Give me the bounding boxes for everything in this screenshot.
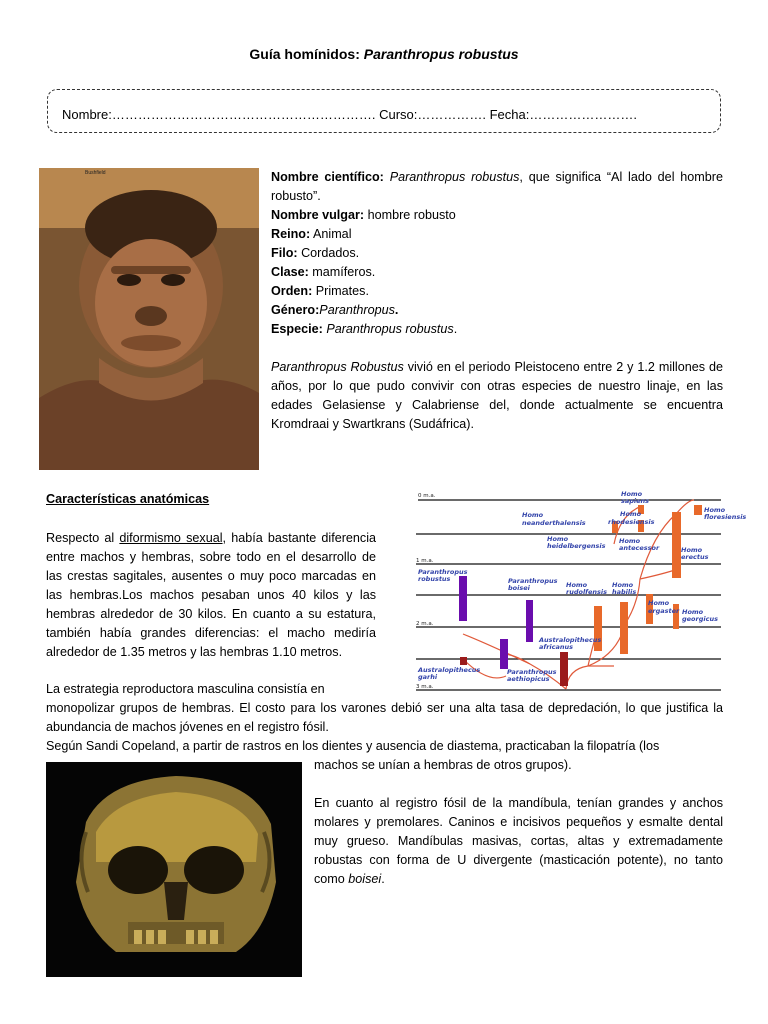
svg-text:Bushfield: Bushfield (85, 170, 106, 176)
title-species: Paranthropus robustus (363, 46, 519, 62)
student-info-line: Nombre:……………………………………………………. Curso:……………. Fecha:……………………. (62, 107, 637, 122)
svg-text:Homogeorgicus: Homo georgicus (682, 608, 718, 623)
copeland-continuation: machos se unían a hembras de otros grupos). (314, 758, 572, 772)
species-info: Nombre científico: Paranthropus robustus, que significa “Al lado del hombre robusto”. Nombre vulgar: hombre robusto Reino: Animal Filo: Cordados. Clase: mamíferos. Orden: Primates. Género:Paranthropus. Especie: Paranthropus robustus. (271, 170, 723, 336)
bar-habilis (620, 602, 628, 654)
bar-erectus (672, 512, 681, 578)
axis-label-0: 0 m.a. (418, 493, 436, 499)
hominid-phylogeny-diagram (388, 484, 768, 696)
svg-text:Homoergaster: Homo ergaster (648, 599, 680, 615)
svg-text:Homoerectus: Homo erectus (681, 546, 709, 561)
page-title: Guía homínidos: Paranthropus robustus (249, 46, 519, 62)
svg-text:Homosapiens: Homo sapiens (621, 490, 650, 505)
svg-text:Australopithecusgarhi: Australopithecus garhi (418, 666, 481, 681)
svg-text:Homoneanderthalensis: Homo neanderthalensis (522, 511, 586, 527)
bar-floresiensis (694, 505, 702, 515)
section-heading: Características anatómicas (46, 492, 210, 506)
axis-label-2: 2 m.a. (416, 621, 434, 627)
dimorphism-paragraph: Respecto al diformismo sexual, había bastante diferencia entre machos y hembras, sobre todo en el desarrollo de las crestas sagitales, ausentes o muy poco marcadas en las hembras.Los machos pesaban unos 40 kilos y las hembras alrededor de 30 kilos. En cuanto a su estatura, también había grandes diferencias: el macho mediría alrededor de 1.35 metros y las hembras 1.10 metros. (46, 531, 376, 659)
svg-text:Homorudolfensis: Homo rudolfensis (566, 581, 608, 596)
svg-text:Homo: Homo (620, 510, 642, 518)
paranthropus-reconstruction-image (39, 168, 259, 470)
dimorphism-link[interactable]: diformismo sexual (119, 531, 223, 545)
bar-garhi (460, 657, 467, 665)
svg-text:Homofloresiensis: Homo floresiensis (704, 506, 747, 521)
bar-africanus (560, 652, 568, 686)
period-paragraph: Paranthropus Robustus vivió en el periodo Pleistoceno entre 2 y 1.2 millones de años, por lo que pudo convivir con otras especies de nuestro linaje, en las edades Gelasiense y Calabriense del, donde actualmente se encuentra Kromdraai y Swartkrans (Sudáfrica). (271, 360, 723, 431)
axis-label-1: 1 m.a. (416, 558, 434, 564)
bar-boisei (526, 600, 533, 642)
bar-rudolfensis (594, 606, 602, 651)
svg-text:Paranthropusboisei: Paranthropus boisei (508, 577, 558, 592)
skull-fossil-image (46, 762, 302, 977)
bar-robustus (459, 576, 467, 621)
svg-text:rhodesiensis: rhodesiensis (608, 518, 655, 526)
svg-text:Homohabilis: Homo habilis (612, 581, 637, 596)
fossil-paragraph: En cuanto al registro fósil de la mandíbula, tenían grandes y anchos molares y premolares. Caninos e incisivos pequeños y esmalte dental muy grueso. Mandíbulas masivas, cortas, altas y extremadamente robustas con forma de U divergente (masticación potente), no tanto como boisei. (314, 796, 723, 886)
svg-text:Paranthropusaethiopicus: Paranthropus aethiopicus (507, 668, 557, 683)
strategy-paragraph: La estrategia reproductora masculina consistía en monopolizar grupos de hembras. El costo para los varones debió ser una alta tasa de depredación, lo que justifica la abundancia de machos jóvenes en el registro fósil. Según Sandi Copeland, a partir de rastros en los dientes y ausencia de diastema, practicaban la filopatría (los (46, 682, 723, 753)
svg-text:Paranthropusrobustus: Paranthropus robustus (418, 568, 468, 583)
svg-text:Australopithecusafricanus: Australopithecus africanus (539, 636, 602, 651)
svg-text:Homoheidelbergensis: Homo heidelbergensis (547, 535, 606, 550)
bar-aethiopicus (500, 639, 508, 669)
student-info-box (47, 89, 721, 133)
svg-text:Homoantecessor: Homo antecessor (619, 537, 660, 552)
axis-label-3: 3 m.a. (416, 684, 434, 690)
